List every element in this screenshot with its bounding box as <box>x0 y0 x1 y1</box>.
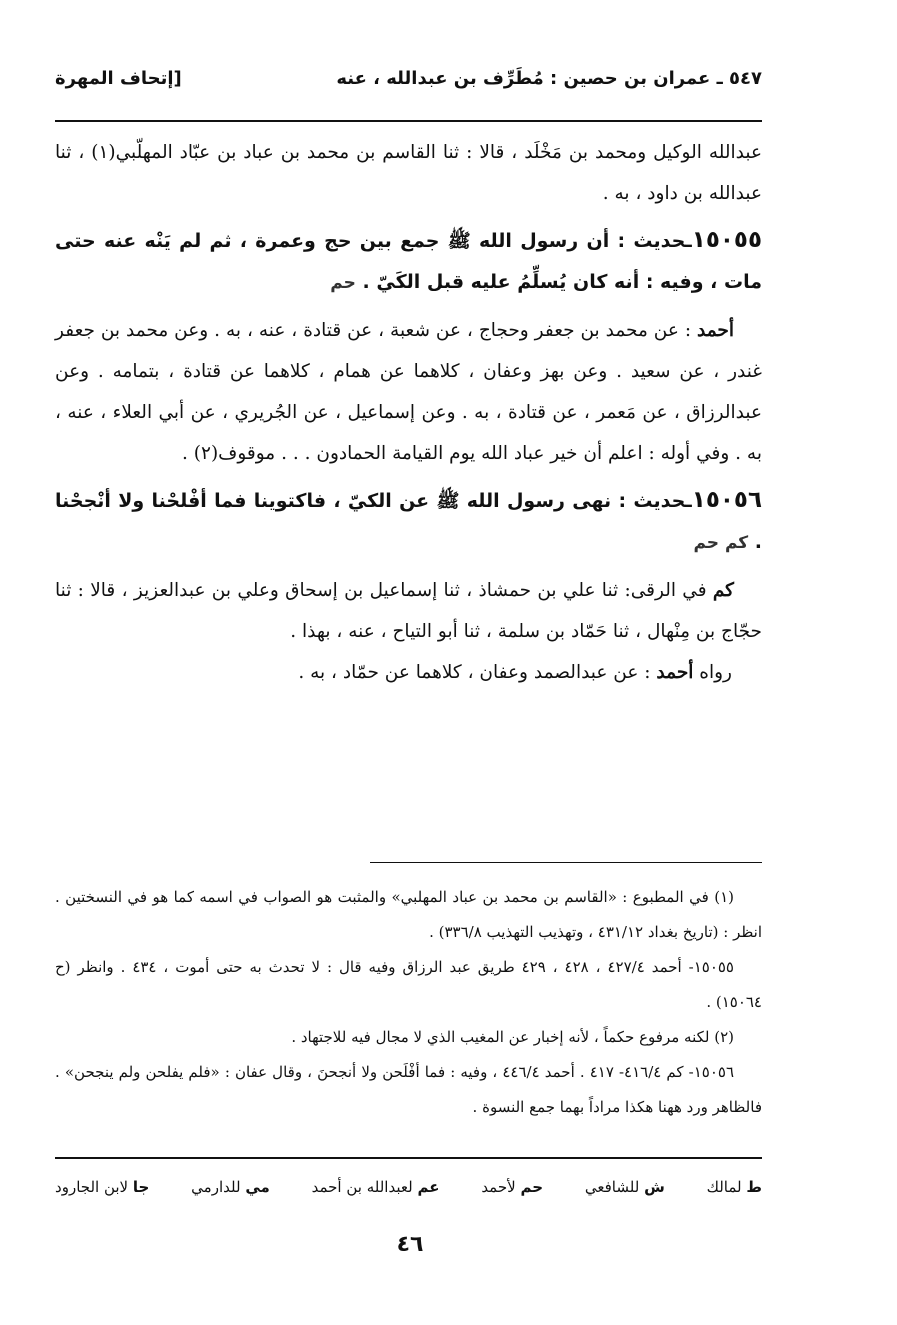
abbreviation-name: للدارمي <box>191 1178 241 1196</box>
running-head-book-title: [إتحاف المهرة <box>55 68 182 89</box>
hadith-number: ١٥٠٥٥ <box>691 227 762 253</box>
paragraph-ahmad-chains <box>55 310 762 474</box>
source-symbol: كم حم <box>693 533 749 553</box>
abbreviation-name: لأحمد <box>481 1178 516 1196</box>
paragraph-text: : عن محمد بن جعفر وحجاج ، عن شعبة ، عن قتادة ، عنه ، به . وعن محمد بن جعفر غندر ، عن سعيد . وعن بهز وعفان ، كلاهما عن همام ، كلاهما عن قتادة ، بتمامه . وعن عبدالرزاق ، عن مَعمر ، عن قتادة ، به . وعن إسماعيل ، عن الجُريري ، عن أبي العلاء ، عنه ، به . وفي أوله : اعلم أن خير عباد الله يوم القيامة الحمادون . . . موقوف(٢) . <box>55 320 762 464</box>
header-rule <box>55 120 762 122</box>
paragraph-hakim-chain <box>55 570 762 652</box>
abbreviation-code: جا <box>132 1178 150 1196</box>
abbreviations-key <box>55 1172 762 1202</box>
abbreviation-item <box>707 1178 762 1196</box>
hadith-15055 <box>55 220 762 304</box>
abbreviation-code: مي <box>245 1178 270 1196</box>
hadith-text: ـحديث : أن رسول الله ﷺ جمع بين حج وعمرة ، ثم لم يَنْه عنه حتى مات ، وفيه : أنه كان يُسلِّمُ عليه قبل الكَيّ . <box>55 230 762 293</box>
footnote-2: (٢) لكنه مرفوع حكماً ، لأنه إخبار عن المغيب الذي لا مجال فيه للاجتهاد . <box>291 1028 734 1046</box>
hadith-text: ـحديث : نهى رسول الله ﷺ عن الكيّ ، فاكتوينا فما أفْلحْنا ولا أنْجحْنا . <box>55 490 762 553</box>
abbreviation-code: ش <box>644 1178 665 1196</box>
page-number: ٤٦ <box>396 1232 424 1257</box>
main-text <box>55 132 762 693</box>
source-symbol: حم <box>330 273 356 293</box>
source-name: كم <box>712 580 734 601</box>
abbreviation-code: ط <box>746 1178 762 1196</box>
abbreviation-code: عم <box>417 1178 440 1196</box>
paragraph-text: عبدالله الوكيل ومحمد بن مَخْلَد ، قالا : ثنا القاسم بن محمد بن عباد بن عبّاد المهلّبي(١) ، ثنا عبدالله بن داود ، به . <box>55 142 762 204</box>
paragraph-text: : عن عبدالصمد وعفان ، كلاهما عن حمّاد ، به . <box>298 662 657 683</box>
footnotes <box>55 880 762 1125</box>
abbreviation-name: لمالك <box>706 1178 742 1196</box>
source-name: أحمد <box>697 320 734 341</box>
hadith-15056 <box>55 480 762 564</box>
paragraph-isnad-continuation <box>55 132 762 214</box>
running-head <box>55 68 762 108</box>
abbreviation-name: لعبدالله بن أحمد <box>311 1178 413 1196</box>
paragraph-text-prefix: رواه <box>693 662 732 683</box>
source-name: أحمد <box>656 662 694 683</box>
abbreviation-name: لابن الجارود <box>55 1178 129 1196</box>
footnote-rule <box>370 862 762 863</box>
footnote-1: (١) في المطبوع : «القاسم بن محمد بن عباد المهلبي» والمثبت هو الصواب في اسمه كما هو في النسختين . انظر : (تاريخ بغداد ٤٣١/١٢ ، وتهذيب التهذيب ٣٣٦/٨) . <box>55 888 762 941</box>
abbreviation-item <box>481 1178 543 1196</box>
hadith-number: ١٥٠٥٦ <box>691 487 762 513</box>
footnote-takhrij-15056: ١٥٠٥٦- كم ٤١٦/٤- ٤١٧ . أحمد ٤٤٦/٤ ، وفيه : فما أفْلَحن ولا أنجحنَ ، وقال عفان : «فلم يفلحن ولم ينجحن» . فالظاهر ورد ههنا هكذا مراداً بهما جمع النسوة . <box>55 1063 762 1116</box>
running-head-chapter: ٥٤٧ ـ عمران بن حصين : مُطَرِّف بن عبدالله ، عنه <box>336 68 762 89</box>
abbreviation-item <box>585 1178 665 1196</box>
paragraph-text: في الرقى: ثنا علي بن حمشاذ ، ثنا إسماعيل بن إسحاق وعلي بن عبدالعزيز ، قالا : ثنا حجّاج بن مِنْهال ، ثنا حَمّاد بن سلمة ، ثنا أبو التياح ، عنه ، بهذا . <box>55 580 762 642</box>
paragraph-narrated-by-ahmad <box>55 652 762 693</box>
abbreviation-code: حم <box>520 1178 544 1196</box>
abbreviations-rule <box>55 1157 762 1159</box>
abbreviation-item <box>55 1178 149 1196</box>
abbreviation-item <box>312 1178 440 1196</box>
abbreviation-name: للشافعي <box>584 1178 640 1196</box>
footnote-takhrij-15055: ١٥٠٥٥- أحمد ٤٢٧/٤ ، ٤٢٨ ، ٤٢٩ طريق عبد الرزاق وفيه قال : لا تحدث به حتى أموت ، ٤٣٤ . وانظر (ح ١٥٠٦٤) . <box>55 958 762 1011</box>
abbreviation-item <box>191 1178 270 1196</box>
